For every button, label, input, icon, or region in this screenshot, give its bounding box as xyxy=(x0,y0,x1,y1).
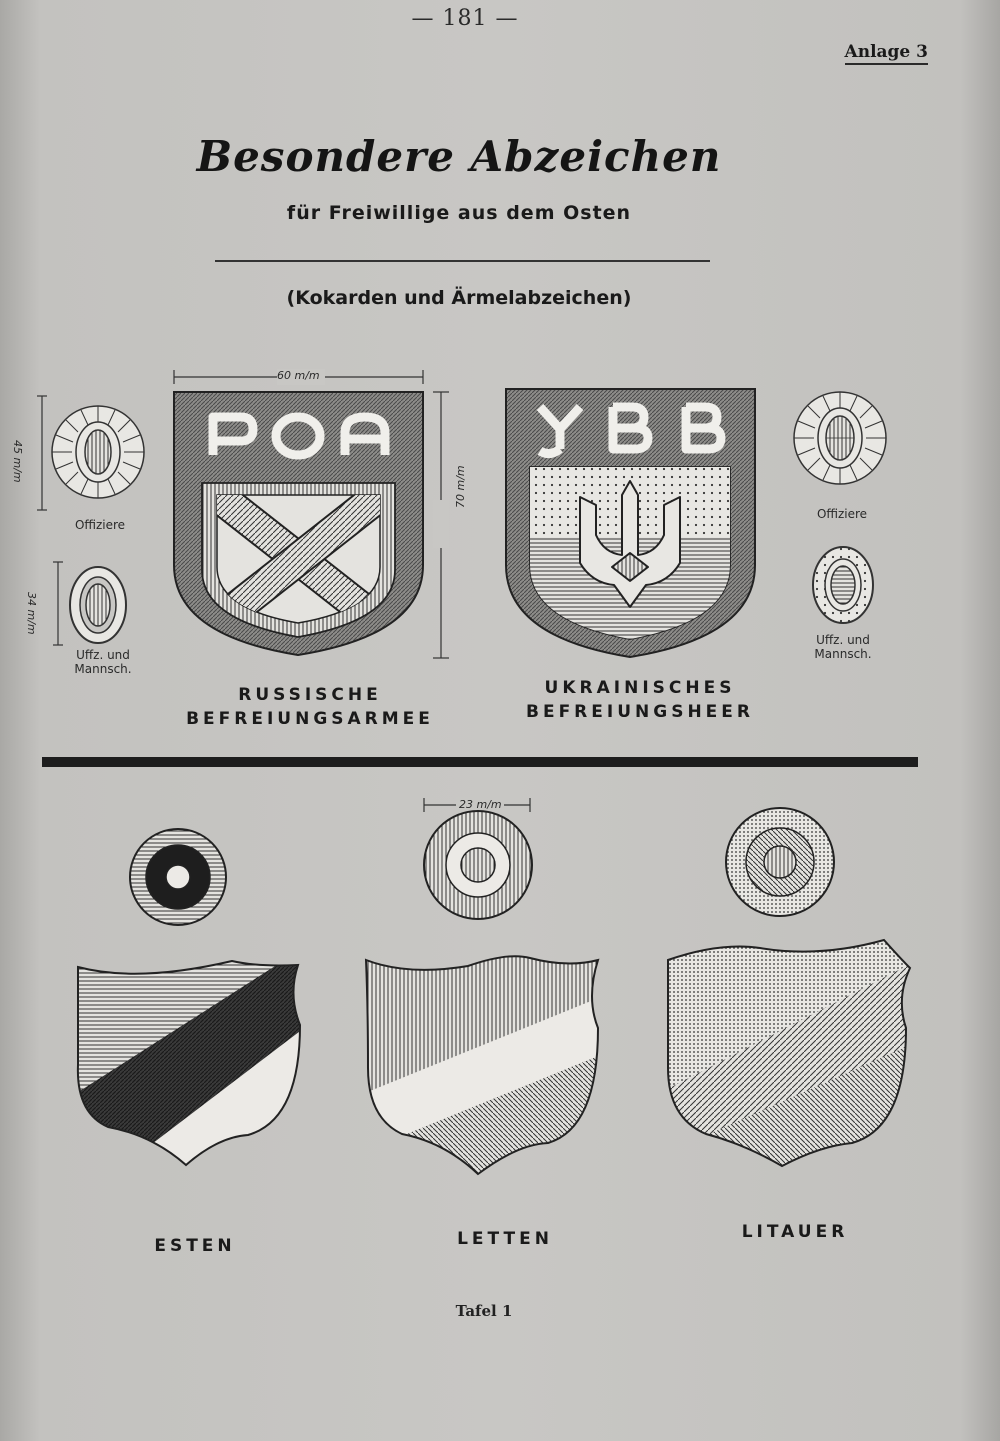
latvian-cockade xyxy=(420,795,540,925)
page-number: — 181 — xyxy=(411,6,519,31)
nco-label-right-2: Mannsch. xyxy=(814,647,872,661)
nco-cockade-dimension: 34 m/m xyxy=(25,592,38,635)
appendix-label: Anlage 3 xyxy=(845,42,928,65)
uvv-caption-line2: BEFREIUNGSHEER xyxy=(526,702,754,722)
roa-caption-line1: RUSSISCHE xyxy=(238,685,382,705)
roa-caption-line2: BEFREIUNGSARMEE xyxy=(186,709,434,729)
section-caption: (Kokarden und Ärmelabzeichen) xyxy=(286,287,632,309)
nco-label-right-1: Uffz. und xyxy=(816,633,870,647)
page-title: Besondere Abzeichen xyxy=(196,132,722,181)
estonian-cockade xyxy=(120,825,240,935)
plate-label: Tafel 1 xyxy=(455,1302,513,1320)
officer-label-right: Offiziere xyxy=(816,507,868,521)
officer-cockade-right xyxy=(786,380,896,500)
letten-caption: LETTEN xyxy=(457,1229,553,1249)
officer-cockade-dimension: 45 m/m xyxy=(11,440,24,483)
uvv-caption-line1: UKRAINISCHES xyxy=(544,678,736,698)
section-separator xyxy=(42,757,918,767)
lithuanian-cockade xyxy=(718,806,848,926)
page-subtitle: für Freiwillige aus dem Osten xyxy=(286,202,632,224)
officer-label-left: Offiziere xyxy=(74,518,126,532)
estonian-shield xyxy=(68,955,308,1175)
latvian-shield xyxy=(358,948,608,1183)
title-divider xyxy=(215,260,710,262)
litauer-caption: LITAUER xyxy=(741,1222,849,1242)
nco-label-left-1: Uffz. und xyxy=(76,648,130,662)
roa-width-dimension: 60 m/m xyxy=(277,369,320,382)
nco-cockade-right xyxy=(805,545,881,631)
nco-cockade-left xyxy=(48,560,138,655)
lower-cockade-dimension: 23 m/m xyxy=(459,798,502,811)
lithuanian-shield xyxy=(660,938,916,1173)
roa-height-dimension: 70 m/m xyxy=(454,465,467,508)
officer-cockade-left xyxy=(36,390,156,520)
esten-caption: ESTEN xyxy=(154,1236,236,1256)
nco-label-left-2: Mannsch. xyxy=(74,662,132,676)
